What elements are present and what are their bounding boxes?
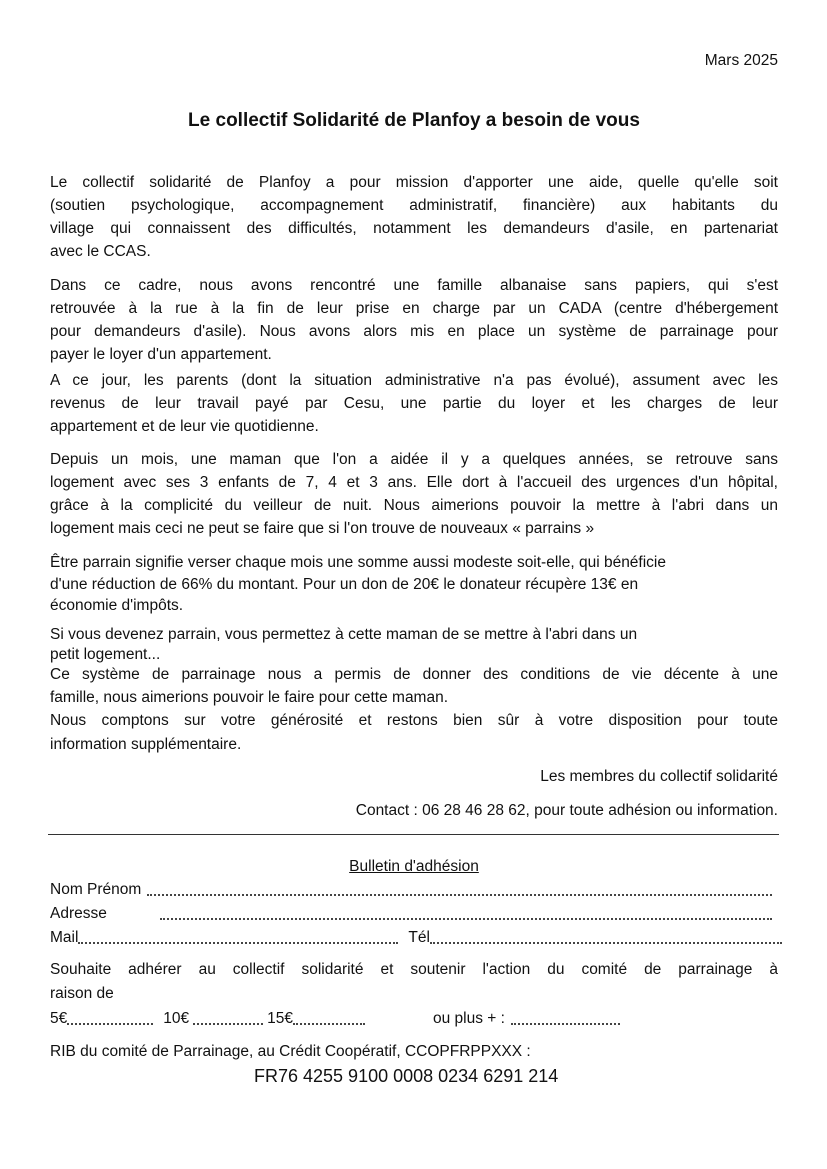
text-line: payer le loyer d'un appartement. <box>50 346 272 363</box>
wish-text: raison de <box>50 985 114 1002</box>
amount-more-dots[interactable] <box>511 1019 620 1025</box>
amount-more: ou plus + : <box>433 1010 505 1027</box>
text-line: Ce système de parrainage nous a permis de donner des conditions de vie décente à une <box>50 666 778 683</box>
text-line: Dans ce cadre, nous avons rencontré une famille albanaise sans papiers, qui s'est <box>50 277 778 294</box>
mail-label: Mail <box>50 929 79 946</box>
amount-15-dots[interactable] <box>293 1019 365 1025</box>
phone-input-dots[interactable] <box>430 938 782 944</box>
wish-text: Souhaite adhérer au collectif solidarité et soutenir l'action du comité de parrainage à <box>50 961 778 978</box>
text-line: logement mais ceci ne peut se faire que si l'on trouve de nouveaux « parrains » <box>50 520 595 537</box>
text-line: information supplémentaire. <box>50 736 242 753</box>
form-title <box>50 857 778 877</box>
text-line: A ce jour, les parents (dont la situation administrative n'a pas évolué), assument avec les <box>50 372 778 389</box>
iban: FR76 4255 9100 0008 0234 6291 214 <box>254 1066 559 1086</box>
name-label: Nom Prénom <box>50 881 142 898</box>
rib-label: RIB du comité de Parrainage, au Crédit Coopératif, CCOPFRPPXXX : <box>50 1043 531 1060</box>
text-line: avec le CCAS. <box>50 243 151 260</box>
contact-fields[interactable] <box>50 928 782 948</box>
name-input-dots[interactable] <box>147 890 772 896</box>
amount-10-dots[interactable] <box>193 1019 263 1025</box>
text-line: Depuis un mois, une maman que l'on a aidée il y a quelques années, se retrouve sans <box>50 451 778 468</box>
address-input-dots[interactable] <box>160 914 772 920</box>
text-line: Si vous devenez parrain, vous permettez à cette maman de se mettre à l'abri dans un <box>50 626 638 643</box>
amount-10: 10€ <box>163 1010 190 1027</box>
text-line: Le collectif solidarité de Planfoy a pour mission d'apporter une aide, quelle qu'elle soit <box>50 174 778 191</box>
address-label: Adresse <box>50 905 107 922</box>
signature: Les membres du collectif solidarité <box>540 768 778 785</box>
text-line: logement avec ses 3 enfants de 7, 4 et 3 ans. Elle dort à l'accueil des urgences d'un hôpital, <box>50 474 778 491</box>
form-title-text: Bulletin d'adhésion <box>349 858 479 875</box>
amount-5: 5€ <box>50 1010 68 1027</box>
text-line: économie d'impôts. <box>50 597 184 614</box>
text-line: (soutien psychologique, accompagnement administratif, financière) aux habitants du <box>50 197 778 214</box>
address-field[interactable] <box>50 904 772 924</box>
page-title: Le collectif Solidarité de Planfoy a besoin de vous <box>188 110 640 131</box>
name-field[interactable] <box>50 880 772 900</box>
amount-5-dots[interactable] <box>67 1019 153 1025</box>
text-line: famille, nous aimerions pouvoir le faire pour cette maman. <box>50 689 449 706</box>
text-line: revenus de leur travail payé par Cesu, une partie du loyer et les charges de leur <box>50 395 778 412</box>
text-line: Être parrain signifie verser chaque mois une somme aussi modeste soit-elle, qui bénéficie <box>50 554 666 571</box>
amount-options[interactable] <box>50 1009 620 1029</box>
text-line: appartement et de leur vie quotidienne. <box>50 418 319 435</box>
separator <box>48 834 779 835</box>
phone-label: Tél <box>408 929 430 946</box>
text-line: pour demandeurs d'asile). Nous avons alors mis en place un système de parrainage pour <box>50 323 778 340</box>
date: Mars 2025 <box>704 52 778 69</box>
text-line: d'une réduction de 66% du montant. Pour un don de 20€ le donateur récupère 13€ en <box>50 576 639 593</box>
text-line: petit logement... <box>50 646 161 663</box>
text-line: village qui connaissent des difficultés, notamment les demandeurs d'asile, en partenariat <box>50 220 778 237</box>
text-line: retrouvée à la rue à la fin de leur prise en charge par un CADA (centre d'hébergement <box>50 300 778 317</box>
contact-line: Contact : 06 28 46 28 62, pour toute adhésion ou information. <box>355 802 778 819</box>
mail-input-dots[interactable] <box>78 938 398 944</box>
text-line: Nous comptons sur votre générosité et restons bien sûr à votre disposition pour toute <box>50 712 778 729</box>
text-line: grâce à la complicité du veilleur de nuit. Nous aimerions pouvoir la mettre à l'abri dans un <box>50 497 778 514</box>
amount-15: 15€ <box>267 1010 293 1027</box>
